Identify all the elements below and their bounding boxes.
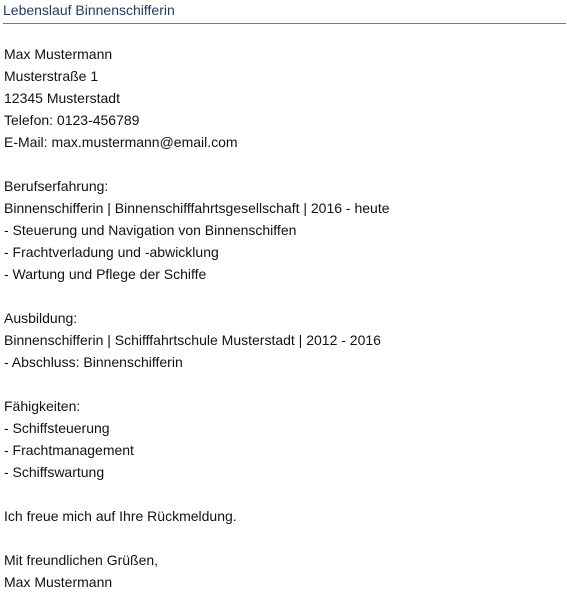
contact-street: Musterstraße 1 xyxy=(4,68,99,84)
experience-task: - Steuerung und Navigation von Binnenschiffen xyxy=(4,222,297,238)
spacer xyxy=(4,285,564,307)
education-entry: Binnenschifferin | Schifffahrtschule Musterstadt | 2012 - 2016 xyxy=(4,332,381,348)
contact-phone: Telefon: 0123-456789 xyxy=(4,112,140,128)
spacer xyxy=(4,527,564,549)
experience-task: - Wartung und Pflege der Schiffe xyxy=(4,266,207,282)
skill-item: - Schiffswartung xyxy=(4,464,105,480)
document-body xyxy=(4,43,564,593)
experience-heading: Berufserfahrung: xyxy=(4,178,109,194)
spacer xyxy=(4,373,564,395)
skill-item: - Frachtmanagement xyxy=(4,442,134,458)
closing-sentence: Ich freue mich auf Ihre Rückmeldung. xyxy=(4,508,237,524)
contact-email: E-Mail: max.mustermann@email.com xyxy=(4,134,238,150)
experience-position: Binnenschifferin | Binnenschifffahrtsgesellschaft | 2016 - heute xyxy=(4,200,390,216)
document-title: Lebenslauf Binnenschifferin xyxy=(3,2,175,18)
signature-name: Max Mustermann xyxy=(4,574,113,590)
spacer xyxy=(4,153,564,175)
skill-item: - Schiffsteuerung xyxy=(4,420,110,436)
education-heading: Ausbildung: xyxy=(4,310,78,326)
spacer xyxy=(4,483,564,505)
education-detail: - Abschluss: Binnenschifferin xyxy=(4,354,183,370)
experience-task: - Frachtverladung und -abwicklung xyxy=(4,244,219,260)
title-divider xyxy=(3,23,566,24)
closing-greeting: Mit freundlichen Grüßen, xyxy=(4,552,159,568)
contact-name: Max Mustermann xyxy=(4,46,113,62)
skills-heading: Fähigkeiten: xyxy=(4,398,81,414)
contact-city: 12345 Musterstadt xyxy=(4,90,120,106)
